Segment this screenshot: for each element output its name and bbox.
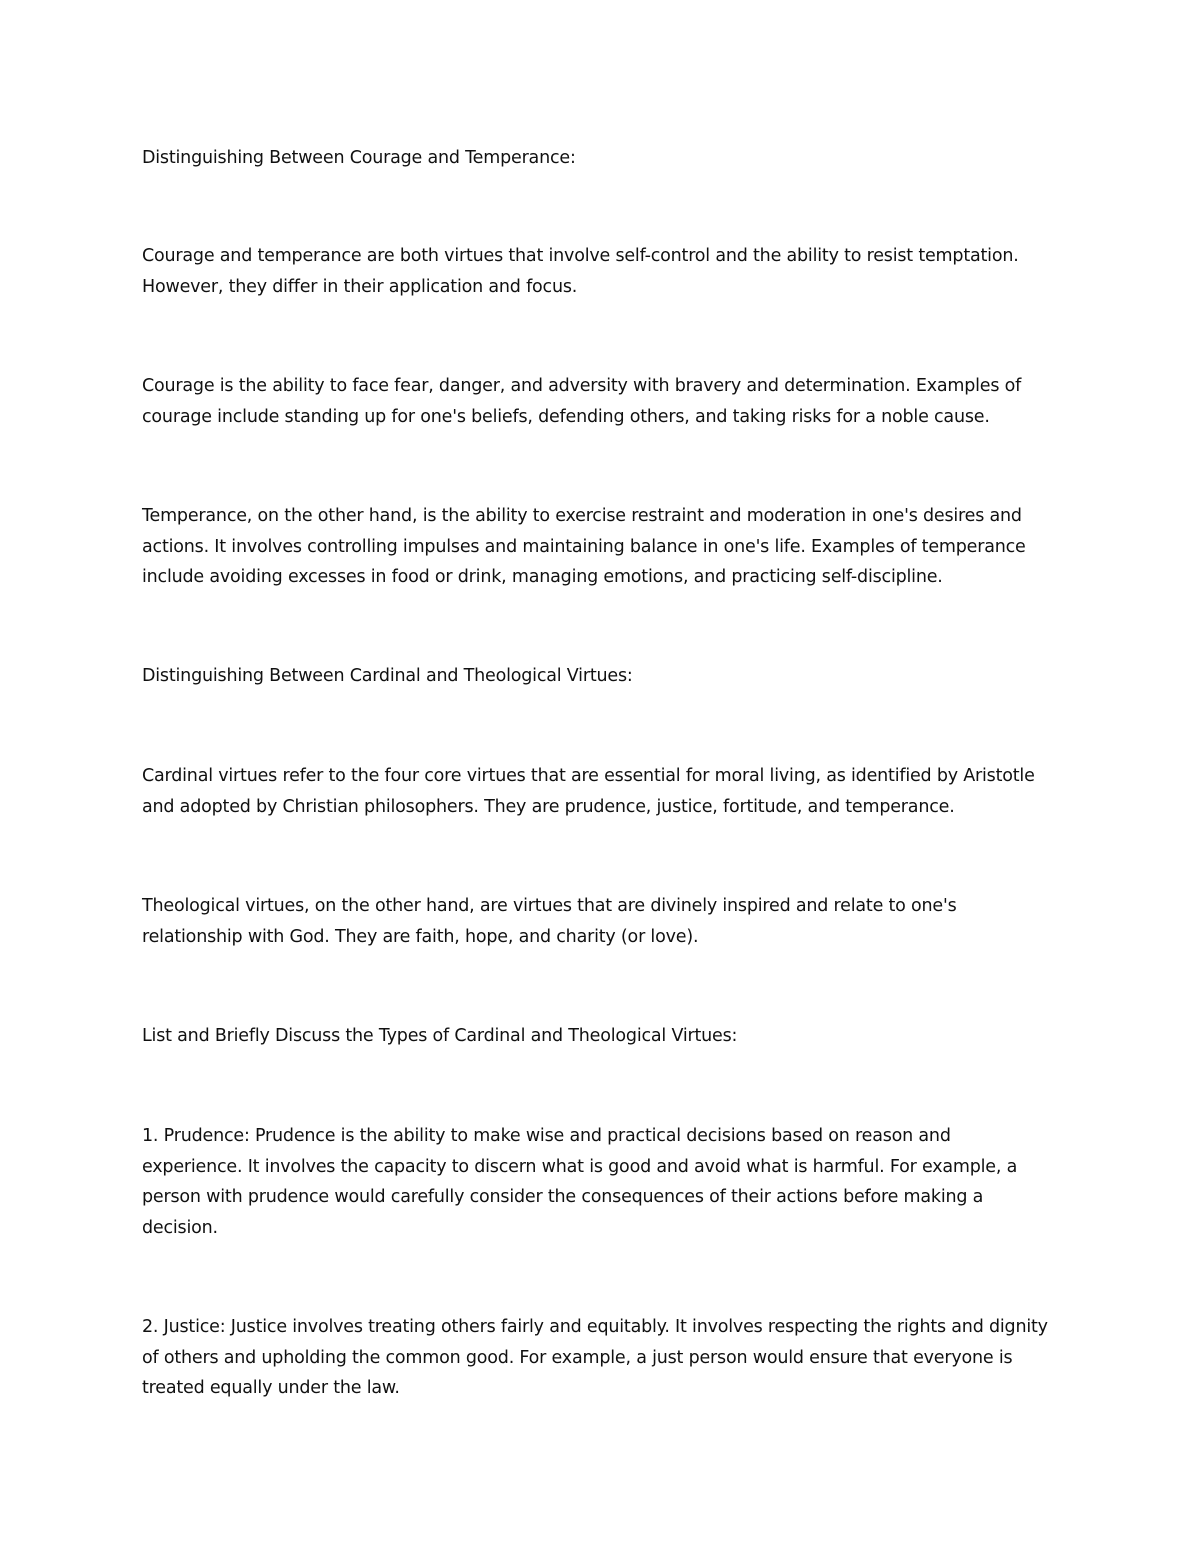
paragraph-line: 1. Prudence: Prudence is the ability to make wise and practical decisions based on reason and — [142, 1126, 951, 1146]
paragraph-line: relationship with God. They are faith, hope, and charity (or love). — [142, 926, 699, 947]
paragraph-line: treated equally under the law. — [142, 1378, 400, 1398]
paragraph-cardinal-virtues — [142, 761, 1072, 822]
paragraph-line: include avoiding excesses in food or drink, managing emotions, and practicing self-discipline. — [142, 567, 943, 587]
paragraph-theological-virtues — [142, 891, 1072, 952]
paragraph-line: Temperance, on the other hand, is the ability to exercise restraint and moderation in one's desires and — [142, 506, 1022, 526]
paragraph-line: and adopted by Christian philosophers. They are prudence, justice, fortitude, and temperance. — [142, 796, 955, 817]
heading-line: Distinguishing Between Cardinal and Theological Virtues: — [142, 666, 633, 686]
paragraph-line: decision. — [142, 1217, 218, 1238]
list-item-justice — [142, 1312, 1072, 1404]
paragraph-line: person with prudence would carefully consider the consequences of their actions before making a — [142, 1187, 984, 1207]
paragraph-line: experience. It involves the capacity to discern what is good and avoid what is harmful. For example, a — [142, 1156, 1018, 1177]
heading-line: Distinguishing Between Courage and Temperance: — [142, 148, 576, 168]
paragraph-line: 2. Justice: Justice involves treating others fairly and equitably. It involves respecting the rights and dignity — [142, 1317, 1048, 1337]
paragraph-temperance-definition — [142, 501, 1072, 593]
paragraph-courage-definition — [142, 371, 1072, 432]
section-heading-courage-temperance — [142, 143, 1072, 174]
paragraph-line: Cardinal virtues refer to the four core virtues that are essential for moral living, as identified by Aristotle — [142, 766, 1035, 786]
section-heading-types-of-virtues — [142, 1021, 1072, 1052]
paragraph-line: actions. It involves controlling impulses and maintaining balance in one's life. Examples of temperance — [142, 536, 1026, 557]
paragraph-line: Courage is the ability to face fear, danger, and adversity with bravery and determination. Examples of — [142, 376, 1022, 396]
heading-line: List and Briefly Discuss the Types of Cardinal and Theological Virtues: — [142, 1026, 738, 1046]
list-item-prudence — [142, 1121, 1072, 1243]
paragraph-line: Theological virtues, on the other hand, are virtues that are divinely inspired and relate to one's — [142, 896, 957, 916]
paragraph-line: of others and upholding the common good. For example, a just person would ensure that everyone is — [142, 1347, 1013, 1368]
paragraph-line: courage include standing up for one's beliefs, defending others, and taking risks for a noble cause. — [142, 406, 990, 427]
paragraph-line: Courage and temperance are both virtues that involve self-control and the ability to resist temptation. — [142, 246, 1019, 266]
section-heading-cardinal-theological — [142, 661, 1072, 692]
paragraph-courage-temperance-intro — [142, 241, 1072, 302]
paragraph-line: However, they differ in their application and focus. — [142, 276, 578, 297]
